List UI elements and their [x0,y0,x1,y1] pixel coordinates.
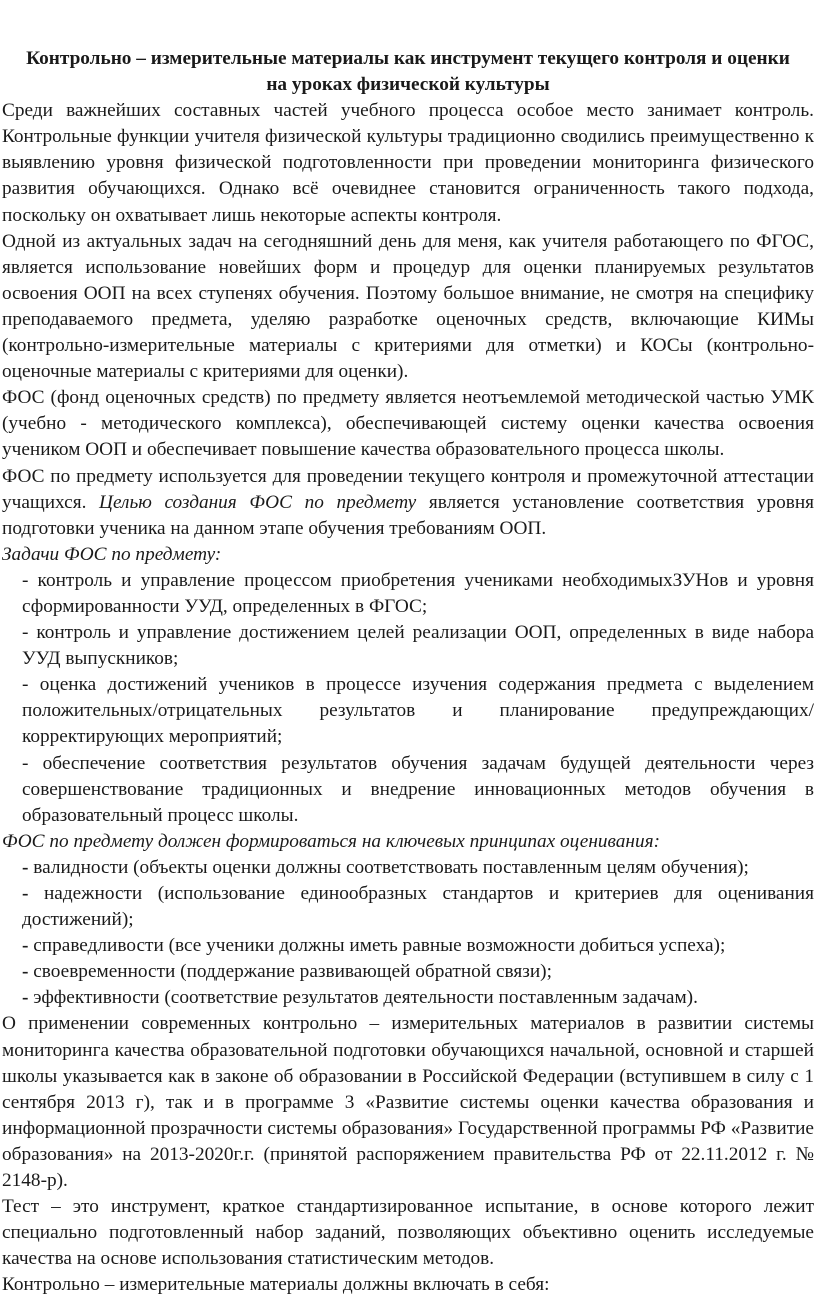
principles-heading: ФОС по предмету должен формироваться на ключевых принципах оценивания: [2,830,660,852]
fos-purpose-start: ФОС по предмету используется для проведении текущего контроля и промежуточной аттестации учащихся. [2,465,814,513]
principle-item [2,959,814,985]
principle-item [2,855,814,881]
paragraph-kim-contents: Контрольно – измерительные материалы должны включать в себя: [2,1274,550,1296]
task-item: - оценка достижений учеников в процессе изучения содержания предмета с выделением положительных/отрицательных результатов и планирование предупреждающих/корректирующих мероприятий; [22,674,814,748]
principle-item [2,985,814,1011]
document-title: Контрольно – измерительные материалы как инструмент текущего контроля и оценки на уроках физической культуры [26,48,790,96]
fos-purpose-italic: Целью создания ФОС по предмету [99,491,417,513]
paragraph-fgos-task: Одной из актуальных задач на сегодняшний день для меня, как учителя работающего по ФГОС, является использование новейших форм и процедур для оценки планируемых результатов освоения ООП на всех ступенях обучения. Поэтому большое внимание, не смотря на специфику преподаваемого предмета, уделяю разработке оценочных средств, включающие КИМы (контрольно-измерительные материалы с критериями для отметки) и КОСы (контрольно-оценочные материалы с критериями для оценки). [2,230,814,383]
paragraph-fos-purpose [2,464,814,542]
principle-text: справедливости (все ученики должны иметь равные возможности добиться успеха); [28,935,726,957]
principle-text: эффективности (соответствие результатов деятельности поставленным задачам). [28,987,698,1009]
fos-purpose-end: является установление соответствия уровня подготовки ученика на данном этапе обучения требованиям ООП. [2,491,815,539]
principle-text: валидности (объекты оценки должны соответствовать поставленным целям обучения); [28,856,749,878]
tasks-heading: Задачи ФОС по предмету: [2,543,222,565]
principle-dash: - [22,961,29,983]
paragraph-test-definition: Тест – это инструмент, краткое стандартизированное испытание, в основе которого лежит специально подготовленный набор заданий, позволяющих объективно оценить исследуемые качества на основе использования статистическим методов. [2,1196,814,1270]
principle-dash: - [22,883,29,904]
task-item: - контроль и управление достижением целей реализации ООП, определенных в виде набора УУД выпускников; [22,622,814,670]
task-item: - обеспечение соответствия результатов обучения задачам будущей деятельности через совершенствование традиционных и внедрение инновационных методов обучения в образовательный процесс школы. [22,752,814,826]
principle-text: своевременности (поддержание развивающей обратной связи); [28,961,552,983]
task-item: - контроль и управление процессом приобретения учениками необходимыхЗУНов и уровня сформированности УУД, определенных в ФГОС; [22,569,814,617]
principle-dash: - [22,935,29,957]
principle-item [2,881,814,933]
principle-dash: - [22,856,29,878]
paragraph-fos-definition: ФОС (фонд оценочных средств) по предмету является неотъемлемой методической частью УМК (учебно - методического комплекса), обеспечивающей систему оценки качества освоения учеником ООП и обеспечивает повышение качества образовательного процесса школы. [2,387,814,461]
paragraph-intro: Среди важнейших составных частей учебного процесса особое место занимает контроль. Контрольные функции учителя физической культуры традиционно сводились преимущественно к выявлению уровня физической подготовленности при проведении мониторинга физического развития обучающихся. Однако всё очевиднее становится ограниченность такого подхода, поскольку он охватывает лишь некоторые аспекты контроля. [2,100,814,226]
principle-item [2,933,814,959]
paragraph-legislation: О применении современных контрольно – измерительных материалов в развитии системы мониторинга качества образовательной подготовки обучающихся начальной, основной и старшей школы указывается как в законе об образовании в Российской Федерации (вступившем в силу с 1 сентября 2013 г), так и в программе 3 «Развитие системы оценки качества образования и информационной прозрачности системы образования» Государственной программы РФ «Развитие образования» на 2013-2020г.г. (принятой распоряжением правительства РФ от 22.11.2012 г. № 2148-р). [2,1013,814,1192]
principle-text: надежности (использование единообразных стандартов и критериев для оценивания достижений); [22,883,814,931]
principle-dash: - [22,987,29,1009]
